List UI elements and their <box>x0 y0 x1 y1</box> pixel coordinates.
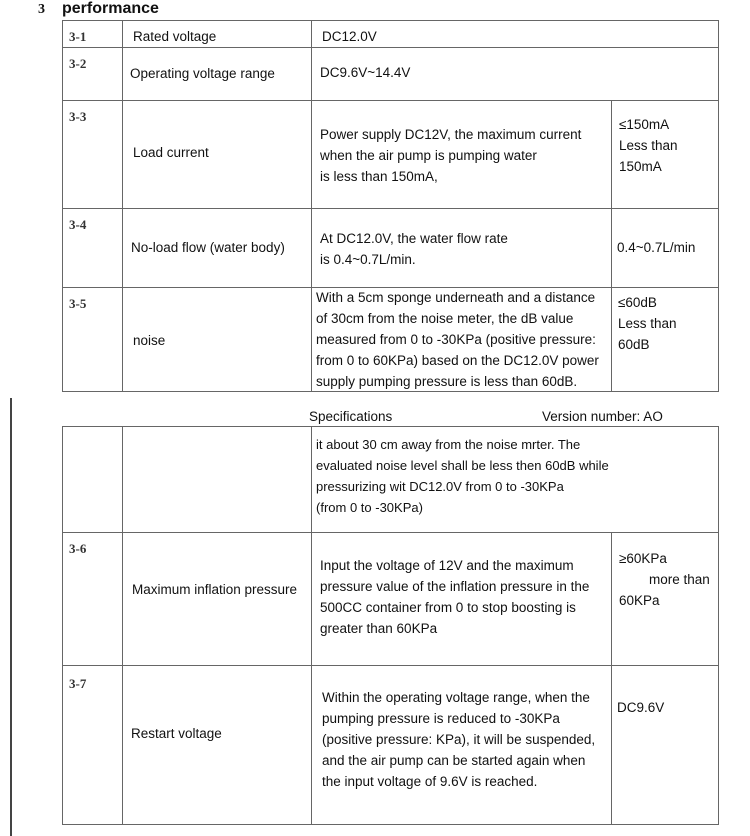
row-value-line: ≤60dB <box>618 295 657 310</box>
row-description-line: is 0.4~0.7L/min. <box>320 252 416 267</box>
row-description-line: 500CC container from 0 to stop boosting is <box>320 600 576 615</box>
row-item: Operating voltage range <box>130 66 275 81</box>
row-value-line: ≥60KPa <box>619 551 667 566</box>
row-description-line: (positive pressure: KPa), it will be suspended, <box>322 732 596 747</box>
row-id: 3-2 <box>69 56 87 71</box>
row-id: 3-3 <box>69 109 87 124</box>
row-value: DC9.6V <box>617 700 665 715</box>
row-value-line: 150mA <box>619 159 662 174</box>
row-id: 3-1 <box>69 29 87 44</box>
row-value-line: Less than <box>618 316 677 331</box>
row-value-line: 60dB <box>618 337 650 352</box>
page-edge <box>10 398 12 836</box>
row-description-line: With a 5cm sponge underneath and a distance <box>316 290 596 305</box>
page-header-version: Version number: AO <box>542 409 663 424</box>
section-title: performance <box>62 0 159 17</box>
row-item: Restart voltage <box>131 726 222 741</box>
row-description-line: pumping pressure is reduced to -30KPa <box>322 711 560 726</box>
row-description: DC12.0V <box>322 29 377 44</box>
row-description-line: Within the operating voltage range, when the <box>322 690 590 705</box>
row-description-line: supply pumping pressure is less than 60dB. <box>316 374 578 389</box>
row-value-line: more than <box>649 572 710 587</box>
row-description-line: and the air pump can be started again when <box>322 753 586 768</box>
row-description-line: evaluated noise level shall be less then 60dB while <box>316 458 609 473</box>
row-description-line: measured from 0 to -30KPa (positive pressure: <box>316 332 596 347</box>
section-number: 3 <box>38 2 45 17</box>
row-item: No-load flow (water body) <box>131 240 285 255</box>
row-description-line: (from 0 to -30KPa) <box>316 500 423 515</box>
row-description-line: pressurizing wit DC12.0V from 0 to -30KPa <box>316 479 564 494</box>
row-value: 0.4~0.7L/min <box>617 240 696 255</box>
row-description-line: the input voltage of 9.6V is reached. <box>322 774 538 789</box>
row-description: DC9.6V~14.4V <box>320 65 411 80</box>
row-description-line: is less than 150mA, <box>320 169 438 184</box>
row-item: noise <box>133 333 166 348</box>
row-id: 3-6 <box>69 541 87 556</box>
row-description-line: when the air pump is pumping water <box>320 148 537 163</box>
row-description-line: from 0 to 60KPa) based on the DC12.0V power <box>316 353 599 368</box>
row-item: Load current <box>133 145 209 160</box>
row-id: 3-4 <box>69 217 87 232</box>
row-description-line: pressure value of the inflation pressure in the <box>320 579 590 594</box>
row-value-line: 60KPa <box>619 593 660 608</box>
row-description-line: it about 30 cm away from the noise mrter. The <box>316 437 581 452</box>
row-item: Rated voltage <box>133 29 217 44</box>
row-description-line: Input the voltage of 12V and the maximum <box>320 558 574 573</box>
row-item: Maximum inflation pressure <box>132 582 298 597</box>
row-description-line: of 30cm from the noise meter, the dB value <box>316 311 574 326</box>
row-id: 3-7 <box>69 676 87 691</box>
row-description-line: Power supply DC12V, the maximum current <box>320 127 582 142</box>
row-id: 3-5 <box>69 296 87 311</box>
row-description-line: greater than 60KPa <box>320 621 438 636</box>
row-value-line: Less than <box>619 138 678 153</box>
row-description-line: At DC12.0V, the water flow rate <box>320 231 508 246</box>
page-header-title: Specifications <box>309 409 393 424</box>
row-value-line: ≤150mA <box>619 117 670 132</box>
